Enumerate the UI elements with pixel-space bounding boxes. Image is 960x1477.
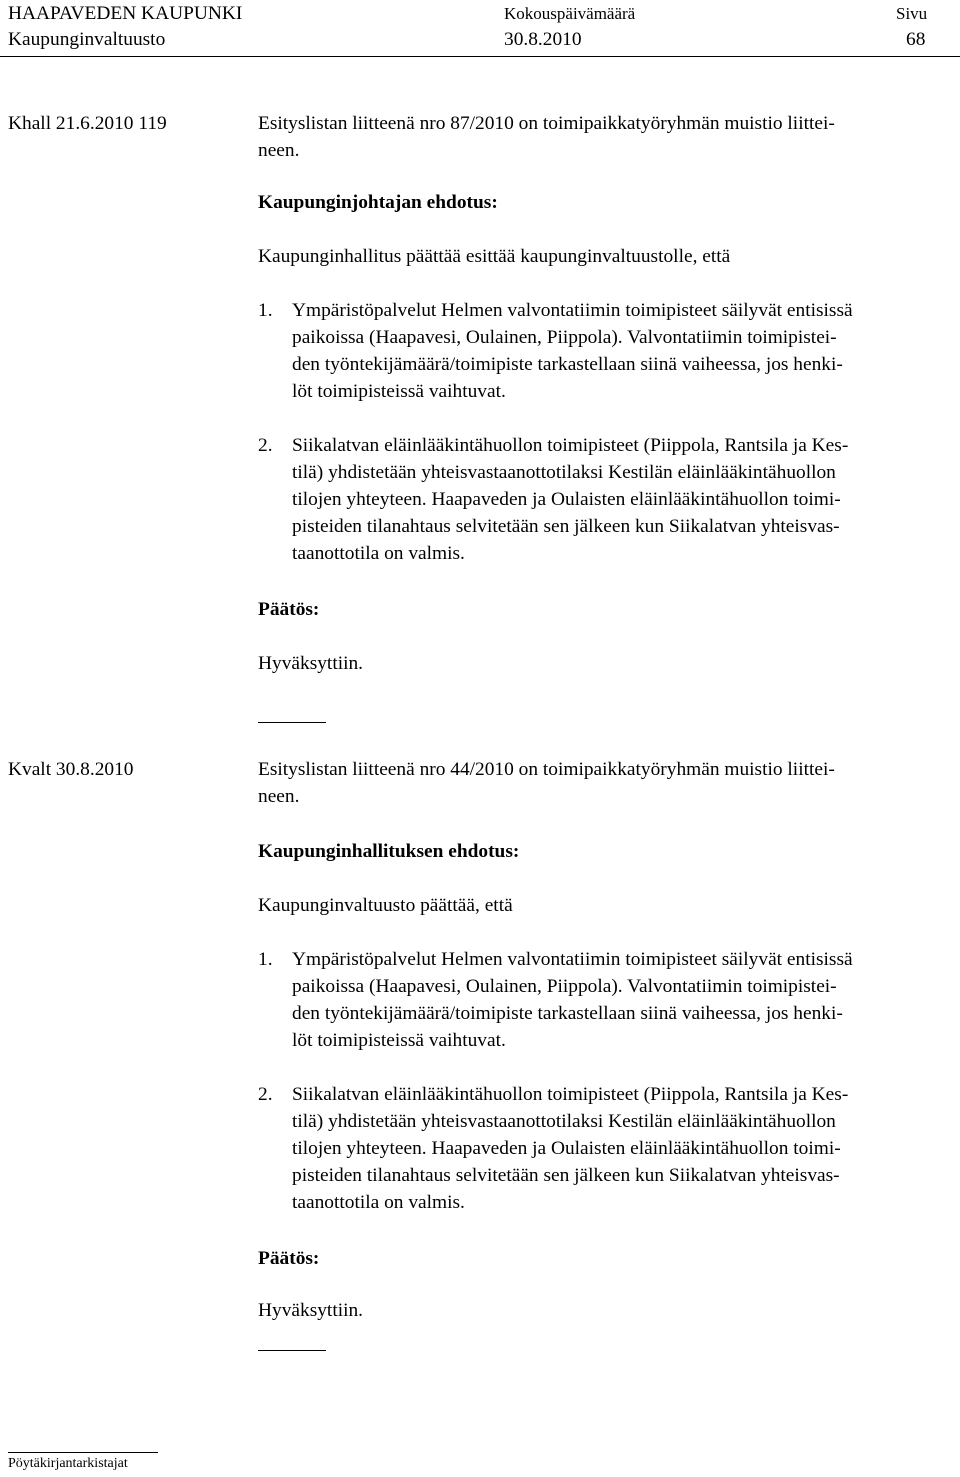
- section-ref: Kvalt 30.8.2010: [8, 759, 134, 780]
- page-number: 68: [906, 29, 926, 50]
- list-item: [258, 1081, 848, 1216]
- item-line: tilojen yhteyteen. Haapaveden ja Oulaisten eläinlääkintähuollon toimi-: [292, 489, 841, 510]
- proposal-heading: Kaupunginjohtajan ehdotus:: [258, 192, 498, 213]
- decision-text: Hyväksyttiin.: [258, 1300, 364, 1321]
- section-intro: [258, 756, 835, 810]
- item-line: den työntekijämäärä/toimipiste tarkastellaan siinä vaiheessa, jos henki-: [292, 354, 843, 375]
- item-text: [292, 297, 853, 405]
- item-line: Ympäristöpalvelut Helmen valvontatiimin toimipisteet säilyvät entisissä: [292, 300, 853, 321]
- date-label: Kokouspäivämäärä: [504, 4, 636, 23]
- item-text: [292, 1081, 848, 1216]
- item-line: pisteiden tilanahtaus selvitetään sen jälkeen kun Siikalatvan yhteisvas-: [292, 1165, 840, 1186]
- proposal-lead: Kaupunginvaltuusto päättää, että: [258, 895, 513, 916]
- decision-heading: Päätös:: [258, 1248, 320, 1269]
- item-number: 2.: [258, 435, 273, 456]
- item-text: [292, 946, 853, 1054]
- intro-line: Esityslistan liitteenä nro 87/2010 on toimipaikkatyöryhmän muistio liittei-: [258, 113, 835, 134]
- item-line: tilojen yhteyteen. Haapaveden ja Oulaisten eläinlääkintähuollon toimi-: [292, 1138, 841, 1159]
- footer-signature-line: [8, 1452, 158, 1453]
- footer-label: Pöytäkirjantarkistajat: [8, 1456, 128, 1471]
- section-separator: [258, 1350, 326, 1351]
- item-line: paikoissa (Haapavesi, Oulainen, Piippola). Valvontatiimin toimipistei-: [292, 976, 837, 997]
- item-text: [292, 432, 848, 567]
- intro-line: neen.: [258, 786, 300, 807]
- proposal-lead: Kaupunginhallitus päättää esittää kaupunginvaltuustolle, että: [258, 246, 731, 267]
- item-line: Ympäristöpalvelut Helmen valvontatiimin toimipisteet säilyvät entisissä: [292, 949, 853, 970]
- org-name: HAAPAVEDEN KAUPUNKI: [8, 3, 243, 24]
- meeting-date: 30.8.2010: [504, 29, 582, 50]
- decision-text: Hyväksyttiin.: [258, 653, 364, 674]
- item-number: 1.: [258, 300, 273, 321]
- item-line: pisteiden tilanahtaus selvitetään sen jälkeen kun Siikalatvan yhteisvas-: [292, 516, 840, 537]
- list-item: [258, 297, 853, 405]
- item-line: Siikalatvan eläinlääkintähuollon toimipisteet (Piippola, Rantsila ja Kes-: [292, 435, 849, 456]
- item-line: Siikalatvan eläinlääkintähuollon toimipisteet (Piippola, Rantsila ja Kes-: [292, 1084, 849, 1105]
- page-label: Sivu: [896, 4, 928, 23]
- item-line: paikoissa (Haapavesi, Oulainen, Piippola). Valvontatiimin toimipistei-: [292, 327, 837, 348]
- list-item: [258, 946, 853, 1054]
- item-number: 2.: [258, 1084, 273, 1105]
- item-line: löt toimipisteissä vaihtuvat.: [292, 1030, 506, 1051]
- item-line: tilä) yhdistetään yhteisvastaanottotilaksi Kestilän eläinlääkintähuollon: [292, 462, 836, 483]
- item-line: tilä) yhdistetään yhteisvastaanottotilaksi Kestilän eläinlääkintähuollon: [292, 1111, 836, 1132]
- section-separator: [258, 722, 326, 723]
- intro-line: neen.: [258, 140, 300, 161]
- body-name: Kaupunginvaltuusto: [8, 29, 166, 50]
- item-line: taanottotila on valmis.: [292, 1192, 465, 1213]
- item-line: löt toimipisteissä vaihtuvat.: [292, 381, 506, 402]
- item-line: den työntekijämäärä/toimipiste tarkastellaan siinä vaiheessa, jos henki-: [292, 1003, 843, 1024]
- section-intro: [258, 110, 835, 164]
- section-ref: Khall 21.6.2010 119: [8, 113, 167, 134]
- decision-heading: Päätös:: [258, 599, 320, 620]
- header-divider: [0, 56, 960, 57]
- item-number: 1.: [258, 949, 273, 970]
- proposal-heading: Kaupunginhallituksen ehdotus:: [258, 841, 520, 862]
- list-item: [258, 432, 848, 567]
- intro-line: Esityslistan liitteenä nro 44/2010 on toimipaikkatyöryhmän muistio liittei-: [258, 759, 835, 780]
- item-line: taanottotila on valmis.: [292, 543, 465, 564]
